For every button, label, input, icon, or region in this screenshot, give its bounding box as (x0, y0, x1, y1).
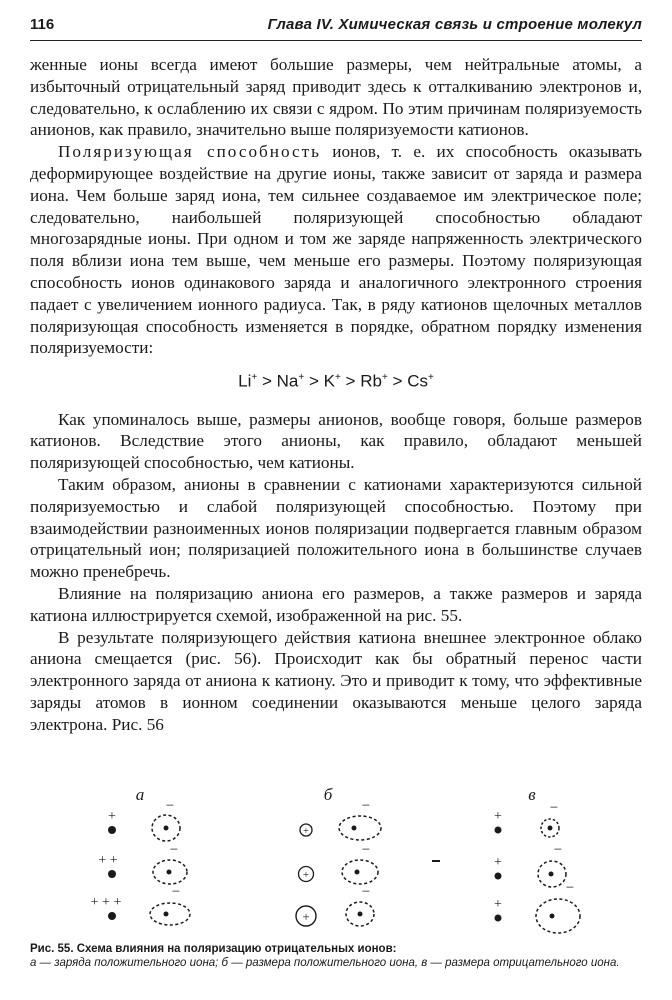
page-header (30, 14, 642, 41)
panel-label-c: в (528, 785, 536, 804)
ion-na: Na (276, 371, 299, 391)
anion-charge-c1: − (549, 800, 559, 816)
anion-nucleus-a2 (167, 870, 172, 875)
ion-k: K (323, 371, 335, 391)
cation-charge-a3: + + + (90, 895, 122, 910)
term-polarizing-ability: Поляризующая способность (58, 142, 321, 162)
chapter-title: Глава IV. Химическая связь и строение молекул (267, 16, 642, 33)
figure-55-diagram (70, 776, 650, 936)
panel-b (296, 798, 440, 926)
paragraph-2 (30, 141, 642, 359)
cation-series-formula: Li+ > Na+ > K+ > Rb+ > Cs+ (238, 371, 434, 391)
anion-charge-c3: − (565, 880, 575, 896)
anion-charge-a2: − (169, 842, 179, 858)
anion-nucleus-c2 (549, 872, 554, 877)
anion-charge-b3: − (361, 884, 371, 900)
paragraph-1: женные ионы всегда имеют большие размеры, чем нейтральные атомы, а избыточный отрицательный заряд приводит здесь к отталкиванию электронов и, следовательно, к ослаблению их связи с ядром. По этим причинам поляризуемость анионов, как правило, значительно выше поляризуемости катионов. (30, 55, 642, 140)
ion-rb: Rb (360, 371, 382, 391)
cation-sign-b1: + (303, 826, 309, 837)
panel-label-b: б (323, 785, 333, 804)
ion-cs: Cs (407, 371, 428, 391)
anion-nucleus-a1 (164, 826, 169, 831)
cation-a2 (108, 870, 116, 878)
paragraph-2-text: ионов, т. е. их способность оказывать деформирующее воздействие на другие ионы, также зависит от заряда и размера иона. Чем больше заряд иона, тем сильнее создаваемое им электрическое поле; следовательно, наибольшей поляризующей способностью обладают многозарядные ионы. При одном и том же заряде напряженность электрического поля вблизи иона тем выше, чем меньше его размеры. Поэтому поляризующая способность ионов одинакового заряда и аналогичного электронного строения падает с увеличением ионного радиуса. Так, в ряду катионов щелочных металлов поляризующая способность изменяется в порядке, обратном порядку изменения поляризуемости: (30, 142, 642, 358)
cation-charge-c2: + (494, 855, 502, 870)
anion-nucleus-a3 (164, 912, 169, 917)
separator-dash (432, 860, 440, 862)
panel-c (494, 800, 580, 933)
cation-c3 (495, 915, 502, 922)
anion-nucleus-b3 (358, 912, 363, 917)
body-text (30, 54, 642, 736)
cation-sign-b3: + (302, 909, 310, 924)
figure-caption (30, 942, 650, 970)
anion-nucleus-b1 (352, 826, 357, 831)
caption-legend: а — заряда положительного иона; б — размера положительного иона, в — размера отрицательного иона. (30, 957, 620, 969)
anion-charge-c2: − (553, 842, 563, 858)
cation-charge-a2: + + (98, 853, 118, 868)
paragraph-3: Как упоминалось выше, размеры анионов, вообще говоря, больше размеров катионов. Вследствие этого анионы, как правило, обладают меньшей поляризующей способностью, чем катионы. (30, 409, 642, 473)
anion-nucleus-c1 (548, 826, 553, 831)
paragraph-6: В результате поляризующего действия катиона внешнее электронное облако аниона смещается (рис. 56). Происходит как бы обратный перенос части электронного заряда от аниона к катиону. Это и приводит к тому, что эффективные заряды атомов в ионном соединении оказываются меньше целого заряда электрона. Рис. 56 (30, 627, 642, 734)
anion-cloud-c3 (536, 899, 580, 933)
anion-charge-a1: − (165, 798, 175, 814)
anion-cloud-a3 (150, 903, 190, 925)
cation-charge-c3: + (494, 897, 502, 912)
anion-charge-b2: − (361, 842, 371, 858)
cation-a1 (108, 826, 116, 834)
cation-a3 (108, 912, 116, 920)
anion-nucleus-c3 (550, 914, 555, 919)
anion-nucleus-b2 (355, 870, 360, 875)
paragraph-5: Влияние на поляризацию аниона его размеров, а также размеров и заряда катиона иллюстрируется схемой, изображенной на рис. 55. (30, 583, 642, 625)
anion-cloud-b2 (342, 860, 378, 884)
cation-charge-a1: + (108, 809, 116, 824)
cation-c2 (495, 873, 502, 880)
ion-li: Li (238, 371, 252, 391)
page-number: 116 (30, 16, 55, 33)
cation-sign-b2: + (302, 869, 310, 881)
caption-title: Рис. 55. Схема влияния на поляризацию отрицательных ионов: (30, 943, 397, 955)
anion-cloud-b1 (339, 816, 381, 840)
cation-c1 (495, 827, 502, 834)
paragraph-4: Таким образом, анионы в сравнении с катионами характеризуются сильной поляризуемостью и слабой поляризующей способностью. Поэтому при взаимодействии разноименных ионов поляризации подвергается главным образом отрицательный ион; поляризацией положительного иона в большинстве случаев можно пренебречь. (30, 475, 642, 582)
anion-charge-b1: − (361, 798, 371, 814)
panel-a (91, 798, 190, 925)
anion-charge-a3: − (171, 884, 181, 900)
panel-label-a: а (135, 785, 145, 804)
cation-charge-c1: + (494, 809, 502, 824)
